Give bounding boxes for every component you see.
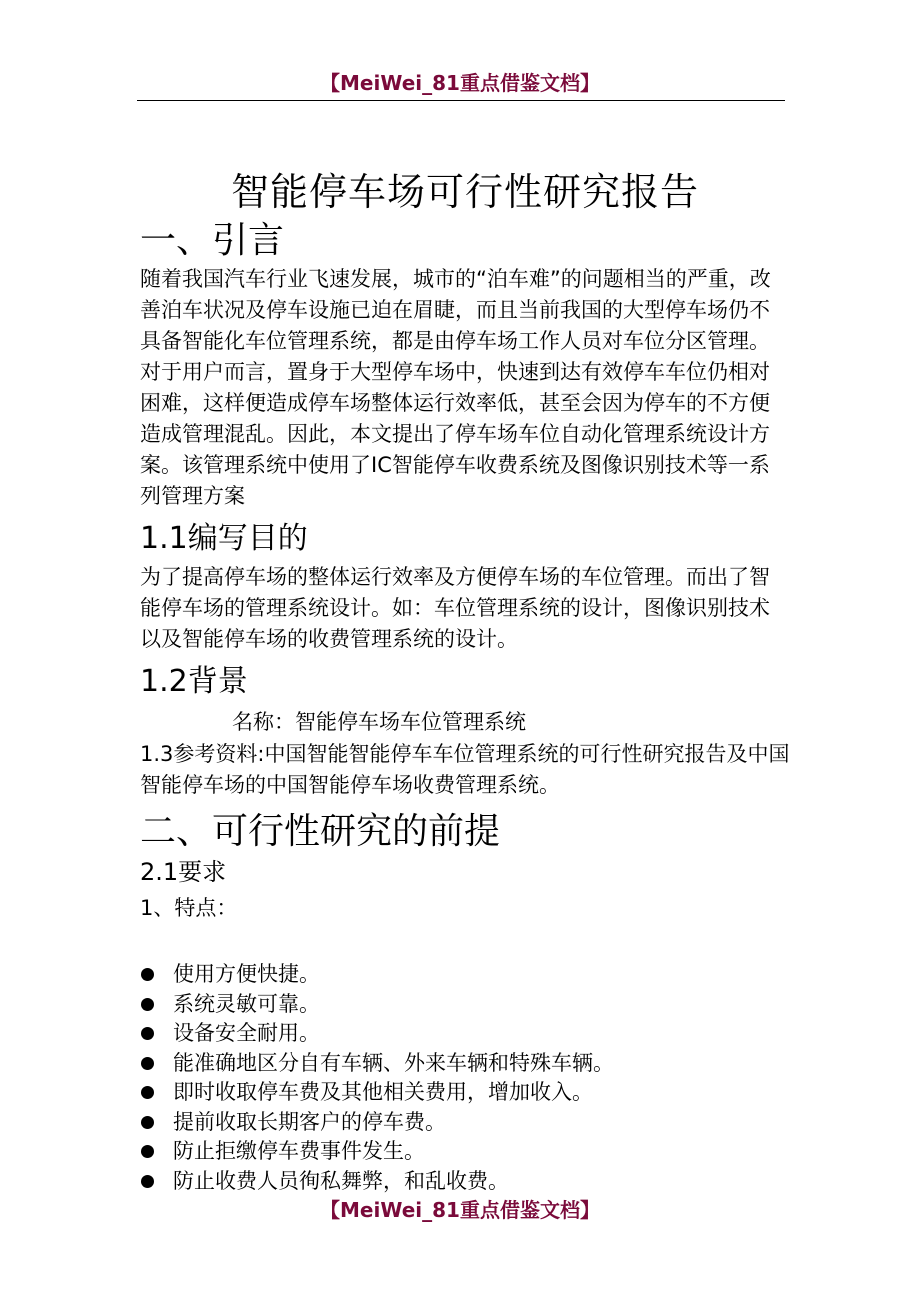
page-footer: 【MeiWei_81重点借鉴文档】 (320, 1198, 600, 1222)
header-divider (137, 100, 785, 101)
bullet-icon (141, 968, 154, 981)
list-item (140, 1167, 790, 1197)
bullet-icon (141, 1116, 154, 1129)
page-header: 【MeiWei_81重点借鉴文档】 (320, 71, 600, 95)
bullet-icon (141, 1027, 154, 1040)
list-item-text: 系统灵敏可靠。 (173, 991, 320, 1016)
subsection-heading-purpose: 1.1编写目的 (140, 521, 308, 556)
list-item (140, 1108, 790, 1138)
spacer (140, 924, 790, 960)
list-item (140, 1078, 790, 1108)
subsection-heading-requirements: 2.1要求 (140, 858, 227, 886)
list-item (140, 1019, 790, 1049)
document-title: 智能停车场可行性研究报告 (230, 170, 699, 214)
bullet-icon (141, 1175, 154, 1188)
document-body (140, 166, 790, 1196)
bullet-icon (141, 1057, 154, 1070)
list-item-text: 防止拒缴停车费事件发生。 (173, 1139, 425, 1163)
bullet-icon (141, 998, 154, 1011)
list-item (140, 1049, 790, 1079)
list-item-text: 能准确地区分自有车辆、外来车辆和特殊车辆。 (173, 1050, 614, 1075)
list-item-text: 防止收费人员徇私舞弊，和乱收费。 (173, 1168, 509, 1193)
system-name-line: 名称：智能停车场车位管理系统 (232, 710, 526, 734)
section-heading-prerequisites: 二、可行性研究的前提 (140, 811, 501, 852)
bullet-icon (141, 1086, 154, 1099)
subsection-heading-background: 1.2背景 (140, 664, 248, 699)
bullet-icon (141, 1145, 154, 1158)
list-item-text: 即时收取停车费及其他相关费用，增加收入。 (173, 1080, 593, 1104)
list-item (140, 990, 790, 1020)
introduction-paragraph: 随着我国汽车行业飞速发展，城市的“泊车难”的问题相当的严重，改善泊车状况及停车设施已迫在眉睫，而且当前我国的大型停车场仍不具备智能化车位管理系统，都是由停车场工作人员对车位分区管理。对于用户而言，置身于大型停车场中，快速到达有效停车车位仍相对困难，这样便造成停车场整体运行效率低，甚至会因为停车的不方便造成管理混乱。因此，本文提出了停车场车位自动化管理系统设计方案。该管理系统中使用了IC智能停车收费系统及图像识别技术等一系列管理方案 (140, 267, 771, 508)
list-item-text: 提前收取长期客户的停车费。 (173, 1109, 446, 1134)
purpose-paragraph: 为了提高停车场的整体运行效率及方便停车场的车位管理。而出了智能停车场的管理系统设计。如：车位管理系统的设计，图像识别技术以及智能停车场的收费管理系统的设计。 (140, 565, 770, 651)
list-item (140, 1137, 790, 1167)
section-heading-introduction: 一、引言 (140, 220, 285, 261)
list-item (140, 960, 790, 990)
list-item-text: 使用方便快捷。 (173, 962, 320, 986)
features-list (140, 960, 790, 1196)
list-item-text: 设备安全耐用。 (173, 1021, 320, 1045)
reference-paragraph: 1.3参考资料:中国智能智能停车车位管理系统的可行性研究报告及中国智能停车场的中国智能停车场收费管理系统。 (140, 742, 790, 797)
features-label: 1、特点： (140, 896, 238, 920)
